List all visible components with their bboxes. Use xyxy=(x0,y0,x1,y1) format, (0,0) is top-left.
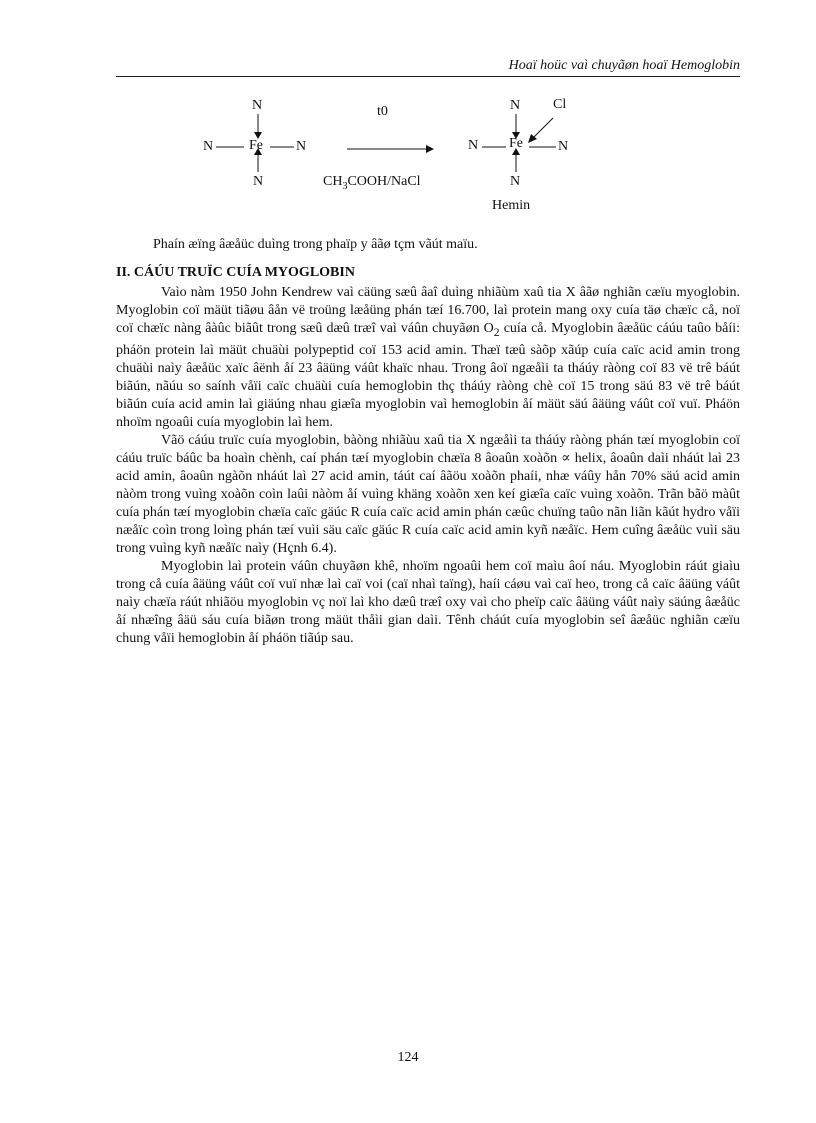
running-header xyxy=(116,58,740,77)
hemin-reaction-scheme xyxy=(0,92,816,222)
n-left: N xyxy=(203,139,214,154)
page-number: 124 xyxy=(397,1050,419,1065)
paragraph-1 xyxy=(116,284,740,432)
header-title: Hoaï hoüc vaì chuyãøn hoaï Hemoglobin xyxy=(508,58,740,73)
fe-left: Fe xyxy=(249,138,263,153)
reaction-caption: Phaín æïng âæåüc duìng trong phaïp y âãø tçm vãút maïu. xyxy=(153,237,478,252)
chlorine-label: Cl xyxy=(553,97,567,112)
reagent-rest: COOH/NaCl xyxy=(347,174,421,189)
n-top-left: N xyxy=(252,98,263,113)
fe-right: Fe xyxy=(509,136,523,151)
body-text xyxy=(116,284,740,648)
paragraph-1-part-b: cuía cå. Myoglobin âæåüc cáúu taûo båíi: pháön protein laì mäüt chuäùi polypeptid coï 153 acid amin. Thæï tæû sàõp xãúp cuía caïc acid amin trong chuäùi naìy âæåüc xaïc âënh åí 23 âäüng váût khaïc nhau. Trong âoï ngæåìi ta tháúy ràòng coï 83 vë trê báút biãún, nãúu so saính våïi caïc chuäùi cuía hemoglobin thç tháúy ràòng chè coï 15 trong säú 83 vë trê báút biãún cuía acid amin laì giäúng nhau giæîa myoglobin vaì hemoglobin åí mäüt säú âäüng váût coï vuï. Pháön nhoïm ngoaûi cuía myoglobin laì hem. xyxy=(116,321,740,430)
section-title: II. CÁÚU TRUÏC CUÍA MYOGLOBIN xyxy=(116,265,355,280)
paragraph-1-part-a: Vaìo nàm 1950 John Kendrew vaì cäüng sæû âaî duìng nhiãùm xaû tia X âãø nghiãn cæïu myoglobin. Myoglobin coï mäüt tiãøu âån vë troüng læåüng phán tæí 16.700, laì protein mang oxy cuía täø chæïc cå, noï coï chæïc nàng âàûc biãût trong sæû dæû træî vaì váûn chuyãøn O xyxy=(116,285,740,336)
bond-cl xyxy=(531,118,553,140)
n-bottom-right: N xyxy=(510,174,521,189)
temperature-label: t0 xyxy=(377,104,388,119)
n-bottom-left: N xyxy=(253,174,264,189)
product-label: Hemin xyxy=(492,198,531,213)
paragraph-2: Vãö cáúu truïc cuía myoglobin, bàòng nhiãùu xaû tia X ngæåìi ta tháúy ràòng phán tæí myoglobin coï cáúu truïc báûc ba hoaìn chènh, caí phán tæí myoglobin chæïa 8 âoaûn xoàõn ∝ helix, âoaûn daìi nháút laì 23 acid amin, âoaûn ngàõn nháút laì 27 acid amin, táút caí âãöu xoàõn phaíi, nhæ váûy hån 70% säú acid amin nàòm trong vuìng xoàõn coìn laûi nàòm åí vuìng khäng xoàõn xen keí giæîa caïc vuìng xoàõn. Trãn bãö màût cuía phán tæí myoglobin chæïa caïc gäúc R cuía caïc acid amin phán cæûc chuïng taûo nãn liãn kãút hydro våïi næåïc coìn trong loìng phán tæí vuìi säu caïc gäúc R cuía caïc acid amin kyñ næåïc. Hem cuîng âæåüc vuìi säu trong vuìng kyñ næåïc naìy (Hçnh 6.4). xyxy=(116,432,740,556)
n-top-right: N xyxy=(510,98,521,113)
reagent-subscript: 3 xyxy=(342,180,348,192)
reagent-main: CH xyxy=(323,174,343,189)
n-right-of-right-complex: N xyxy=(558,139,569,154)
paragraph-3: Myoglobin laì protein váûn chuyãøn khê, nhoïm ngoaûi hem coï maìu âoí náu. Myoglobin ráút giaìu trong cå cuía âäüng váût coï vuï nhæ laì caï voi (caï nhaì taïng), haíi cáøu vaì caï heo, trong cå caïc âäüng váût naìy chæïa ráút nhiãöu myoglobin vç noï laì kho dæû træî oxy vaì cho pheïp caïc âäüng váût naìy säúng âæåüc åí nhæîng âäü sáu cuía biãøn trong mäüt thåìi gian daìi. Tênh cháút cuía myoglobin seî âæåüc nghiãn cæïu chung våïi hemoglobin åí pháön tiãúp sau. xyxy=(116,558,740,646)
reaction-arrowhead xyxy=(426,145,434,153)
n-right-of-left-complex: N xyxy=(296,139,307,154)
n-left-of-right-complex: N xyxy=(468,138,479,153)
reaction-bonds xyxy=(0,92,816,222)
paragraph-1-subscript: 2 xyxy=(493,325,500,339)
reagent-label xyxy=(323,174,421,195)
